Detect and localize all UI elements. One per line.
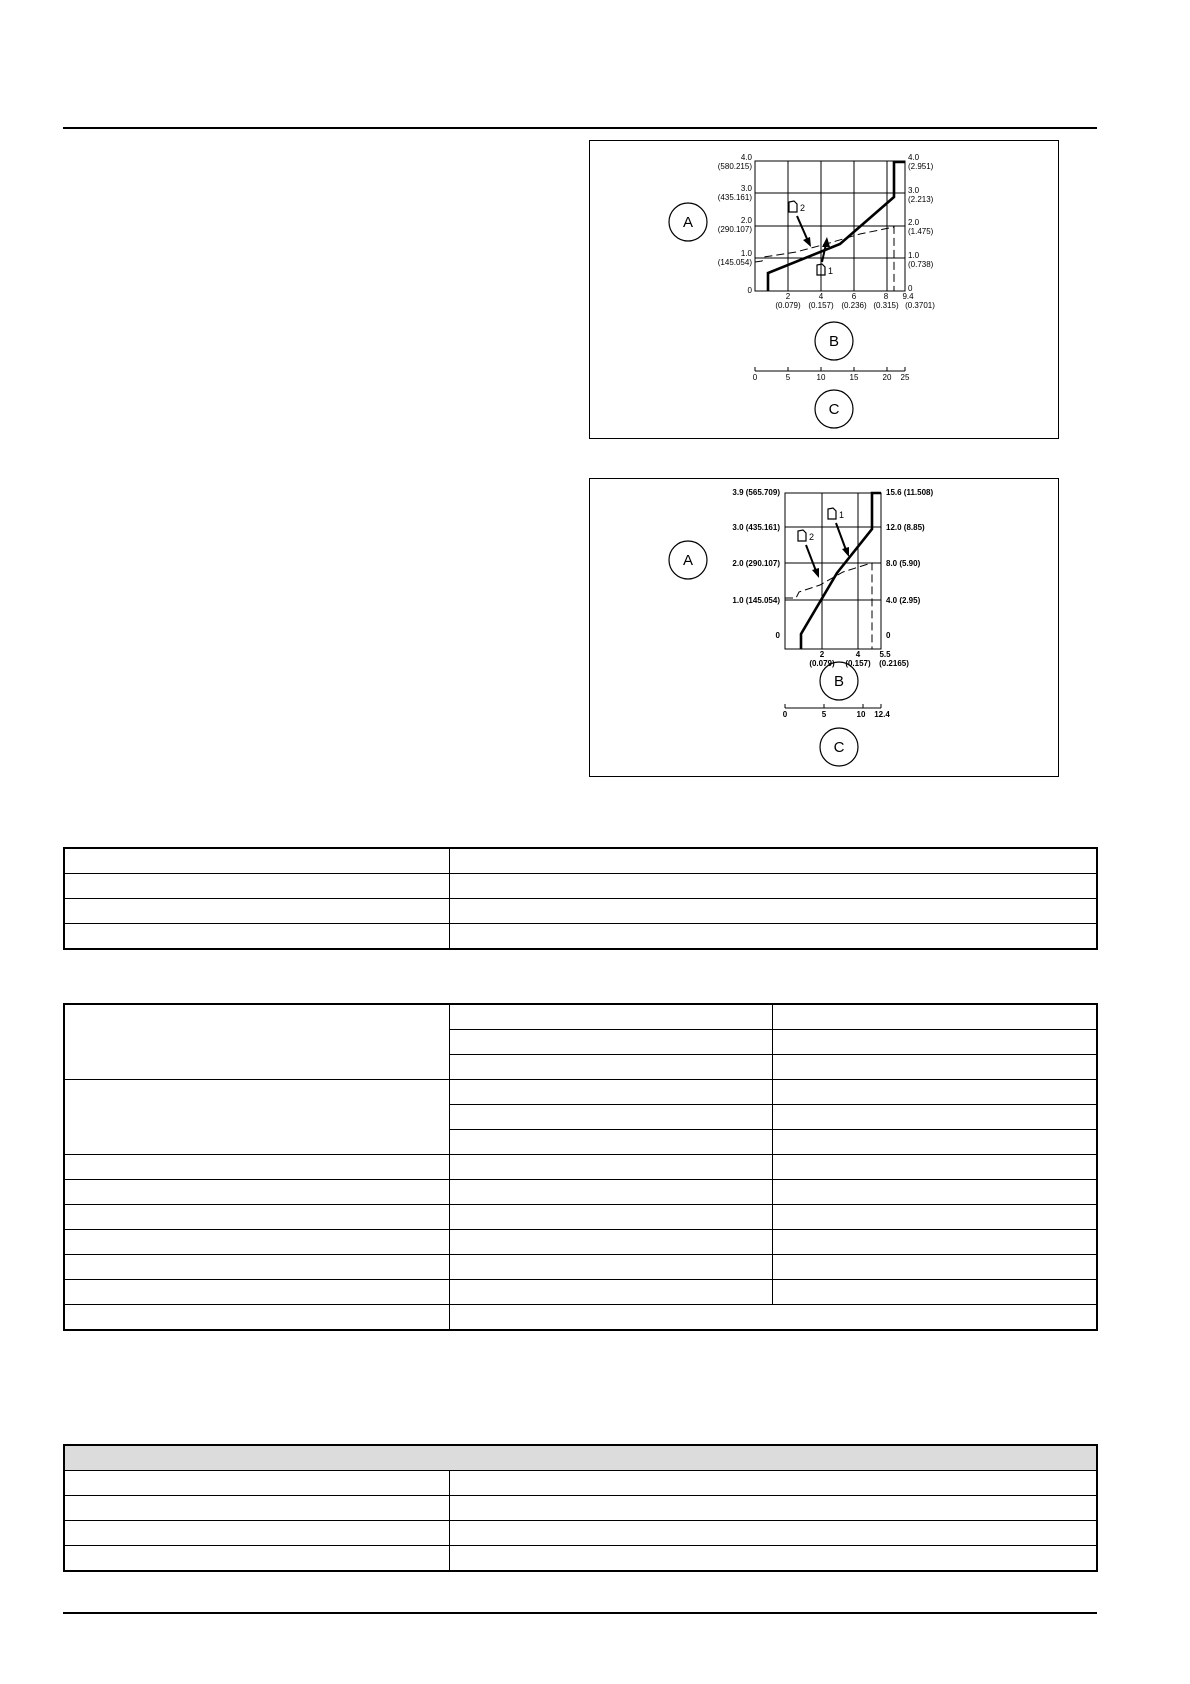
y-tick-sub: (435.161) <box>717 193 752 202</box>
table-cell <box>772 1230 1097 1255</box>
table-cell <box>64 1230 449 1255</box>
x-tick-sub: (0.236) <box>841 301 867 310</box>
table-cell <box>772 1105 1097 1130</box>
marker-1-label: 1 <box>839 510 845 520</box>
y2-tick-label: 3.0 <box>908 186 920 195</box>
y2-tick-sub: (0.738) <box>908 260 934 269</box>
table-cell <box>449 1230 772 1255</box>
marker-2 <box>789 201 811 247</box>
y2-tick-label: 4.0 <box>908 153 920 162</box>
table-cell <box>449 1471 1097 1496</box>
table-row <box>64 924 1097 950</box>
table-cell <box>64 1521 449 1546</box>
x-tick-label: 8 <box>883 292 889 301</box>
table-row <box>64 1546 1097 1572</box>
callout-a-label: A <box>682 214 694 231</box>
arrowhead <box>842 547 849 557</box>
top-rule <box>63 127 1097 129</box>
x-tick-label: 9.4 <box>902 292 914 301</box>
table-row <box>64 1496 1097 1521</box>
table-cell <box>772 1180 1097 1205</box>
callout-c-label: C <box>828 401 840 418</box>
table-cell <box>449 874 1097 899</box>
note-icon <box>828 508 836 519</box>
table-cell <box>64 848 449 874</box>
x-tick-sub: (0.157) <box>845 659 871 668</box>
y2-tick-label: 8.0 (5.90) <box>886 559 921 568</box>
y2-tick-label: 4.0 (2.95) <box>886 596 921 605</box>
arrowhead <box>812 568 819 578</box>
x-tick-sub: (0.2165) <box>879 659 909 668</box>
y2-tick-label: 12.0 (8.85) <box>886 523 925 532</box>
arrowhead <box>822 237 830 247</box>
scale-tick: 10 <box>856 710 866 719</box>
table-cell <box>449 1521 1097 1546</box>
y2-tick-label: 15.6 (11.508) <box>886 488 934 497</box>
table-cell <box>64 1180 449 1205</box>
scale-tick: 5 <box>785 373 791 382</box>
table-cell <box>64 1305 449 1331</box>
scale-c <box>783 704 891 719</box>
marker-2-label: 2 <box>800 203 806 213</box>
table-cell <box>64 1496 449 1521</box>
table-cell <box>449 1105 772 1130</box>
y-tick-label: 3.9 (565.709) <box>732 488 780 497</box>
table-cell <box>449 1130 772 1155</box>
table-row <box>64 1255 1097 1280</box>
table-cell <box>449 1055 772 1080</box>
table-row <box>64 874 1097 899</box>
x-tick-sub: (0.315) <box>873 301 899 310</box>
table-cell <box>64 874 449 899</box>
x-tick-sub: (0.079) <box>775 301 801 310</box>
figure-1-bottom-axis <box>775 292 935 310</box>
scale-tick: 0 <box>752 373 758 382</box>
table-cell <box>772 1030 1097 1055</box>
y2-tick-label: 1.0 <box>908 251 920 260</box>
y-tick-sub: (145.054) <box>717 258 752 267</box>
callout-c-label: C <box>833 739 845 756</box>
figure-2-bottom-axis <box>809 650 909 668</box>
x-tick-label: 4 <box>855 650 861 659</box>
scale-tick: 20 <box>882 373 892 382</box>
y2-tick-label: 0 <box>886 631 891 640</box>
table-cell <box>449 899 1097 924</box>
table-cell <box>449 1546 1097 1572</box>
table-cell <box>64 1255 449 1280</box>
y-tick-label: 1.0 <box>740 249 752 258</box>
table-cell <box>449 1030 772 1055</box>
table-cell <box>449 1280 772 1305</box>
table-cell <box>449 1080 772 1105</box>
marker-2-arrow <box>806 545 816 571</box>
figure-2 <box>589 478 1059 777</box>
table-cell <box>64 924 449 950</box>
scale-c <box>753 367 910 382</box>
table-cell <box>449 924 1097 950</box>
table-cell <box>449 1305 1097 1331</box>
table-cell <box>449 1004 772 1030</box>
scale-tick: 5 <box>821 710 827 719</box>
scale-tick: 10 <box>816 373 826 382</box>
figure-2-left-axis <box>732 488 780 640</box>
figure-2-right-axis <box>886 488 933 640</box>
scale-tick: 0 <box>782 710 788 719</box>
marker-1-label: 1 <box>828 266 834 276</box>
x-tick-label: 5.5 <box>879 650 891 659</box>
table-row <box>64 1155 1097 1180</box>
x-tick-label: 2 <box>819 650 825 659</box>
marker-2-arrow <box>797 216 808 241</box>
y-tick-label: 3.0 <box>740 184 752 193</box>
figure-2-grid <box>785 493 881 649</box>
y2-tick-label: 2.0 <box>908 218 920 227</box>
table-row <box>64 1521 1097 1546</box>
table-header-cell <box>64 1445 1097 1471</box>
table-row <box>64 899 1097 924</box>
table-row <box>64 1230 1097 1255</box>
note-icon <box>789 201 797 212</box>
x-tick-sub: (0.3701) <box>905 301 935 310</box>
marker-2 <box>798 530 819 578</box>
table-row <box>64 1280 1097 1305</box>
table-cell <box>64 1080 449 1155</box>
x-tick-label: 2 <box>785 292 791 301</box>
table-row <box>64 1305 1097 1331</box>
table-cell <box>449 1155 772 1180</box>
table-cell <box>64 1205 449 1230</box>
table-row <box>64 848 1097 874</box>
spec-table-2 <box>63 1003 1098 1331</box>
y-tick-sub: (580.215) <box>717 162 752 171</box>
y-tick-label: 3.0 (435.161) <box>732 523 780 532</box>
callout-a-label: A <box>682 552 694 569</box>
table-cell <box>449 1205 772 1230</box>
y-tick-sub: (290.107) <box>717 225 752 234</box>
table-row <box>64 1004 1097 1030</box>
arrowhead <box>803 237 811 247</box>
table-cell <box>772 1055 1097 1080</box>
figure-1-left-axis <box>718 153 753 295</box>
y-tick-label: 1.0 (145.054) <box>732 596 780 605</box>
marker-1 <box>828 508 849 557</box>
scale-tick: 15 <box>849 373 859 382</box>
figure-1-right-axis <box>908 153 934 293</box>
note-icon <box>798 530 806 541</box>
scale-tick: 25 <box>900 373 910 382</box>
table-row <box>64 1205 1097 1230</box>
table-cell <box>64 1471 449 1496</box>
table-cell <box>449 848 1097 874</box>
table-cell <box>64 1546 449 1572</box>
callout-b-label: B <box>828 333 840 350</box>
dashed-curve <box>755 227 894 291</box>
bottom-rule <box>63 1612 1097 1614</box>
table-row <box>64 1180 1097 1205</box>
callout-b-label: B <box>833 673 845 690</box>
table-cell <box>772 1255 1097 1280</box>
table-cell <box>449 1180 772 1205</box>
table-cell <box>772 1004 1097 1030</box>
figure-1 <box>589 140 1059 439</box>
table-cell <box>64 899 449 924</box>
x-tick-sub: (0.079) <box>809 659 835 668</box>
dashed-curve <box>785 563 872 649</box>
y-tick-label: 2.0 <box>740 216 752 225</box>
table-cell <box>772 1155 1097 1180</box>
table-cell <box>772 1080 1097 1105</box>
table-header-row <box>64 1445 1097 1471</box>
table-row <box>64 1471 1097 1496</box>
y2-tick-label: 0 <box>908 284 913 293</box>
y-tick-label: 0 <box>747 286 752 295</box>
y2-tick-sub: (1.475) <box>908 227 934 236</box>
y-tick-label: 0 <box>775 631 780 640</box>
table-cell <box>64 1004 449 1080</box>
x-tick-label: 6 <box>851 292 857 301</box>
table-cell <box>449 1496 1097 1521</box>
table-cell <box>772 1205 1097 1230</box>
marker-2-label: 2 <box>809 532 815 542</box>
table-cell <box>449 1255 772 1280</box>
y-tick-label: 2.0 (290.107) <box>732 559 780 568</box>
table-cell <box>64 1155 449 1180</box>
table-cell <box>772 1280 1097 1305</box>
y2-tick-sub: (2.213) <box>908 195 934 204</box>
spec-table-3 <box>63 1444 1098 1572</box>
y2-tick-sub: (2.951) <box>908 162 934 171</box>
table-cell <box>64 1280 449 1305</box>
figure-1-drawing <box>590 141 1058 438</box>
scale-tick: 12.4 <box>874 710 890 719</box>
figure-2-drawing <box>590 479 1058 776</box>
x-tick-label: 4 <box>818 292 824 301</box>
x-tick-sub: (0.157) <box>808 301 834 310</box>
table-cell <box>772 1130 1097 1155</box>
y-tick-label: 4.0 <box>740 153 752 162</box>
table-row <box>64 1080 1097 1105</box>
spec-table-1 <box>63 847 1098 950</box>
